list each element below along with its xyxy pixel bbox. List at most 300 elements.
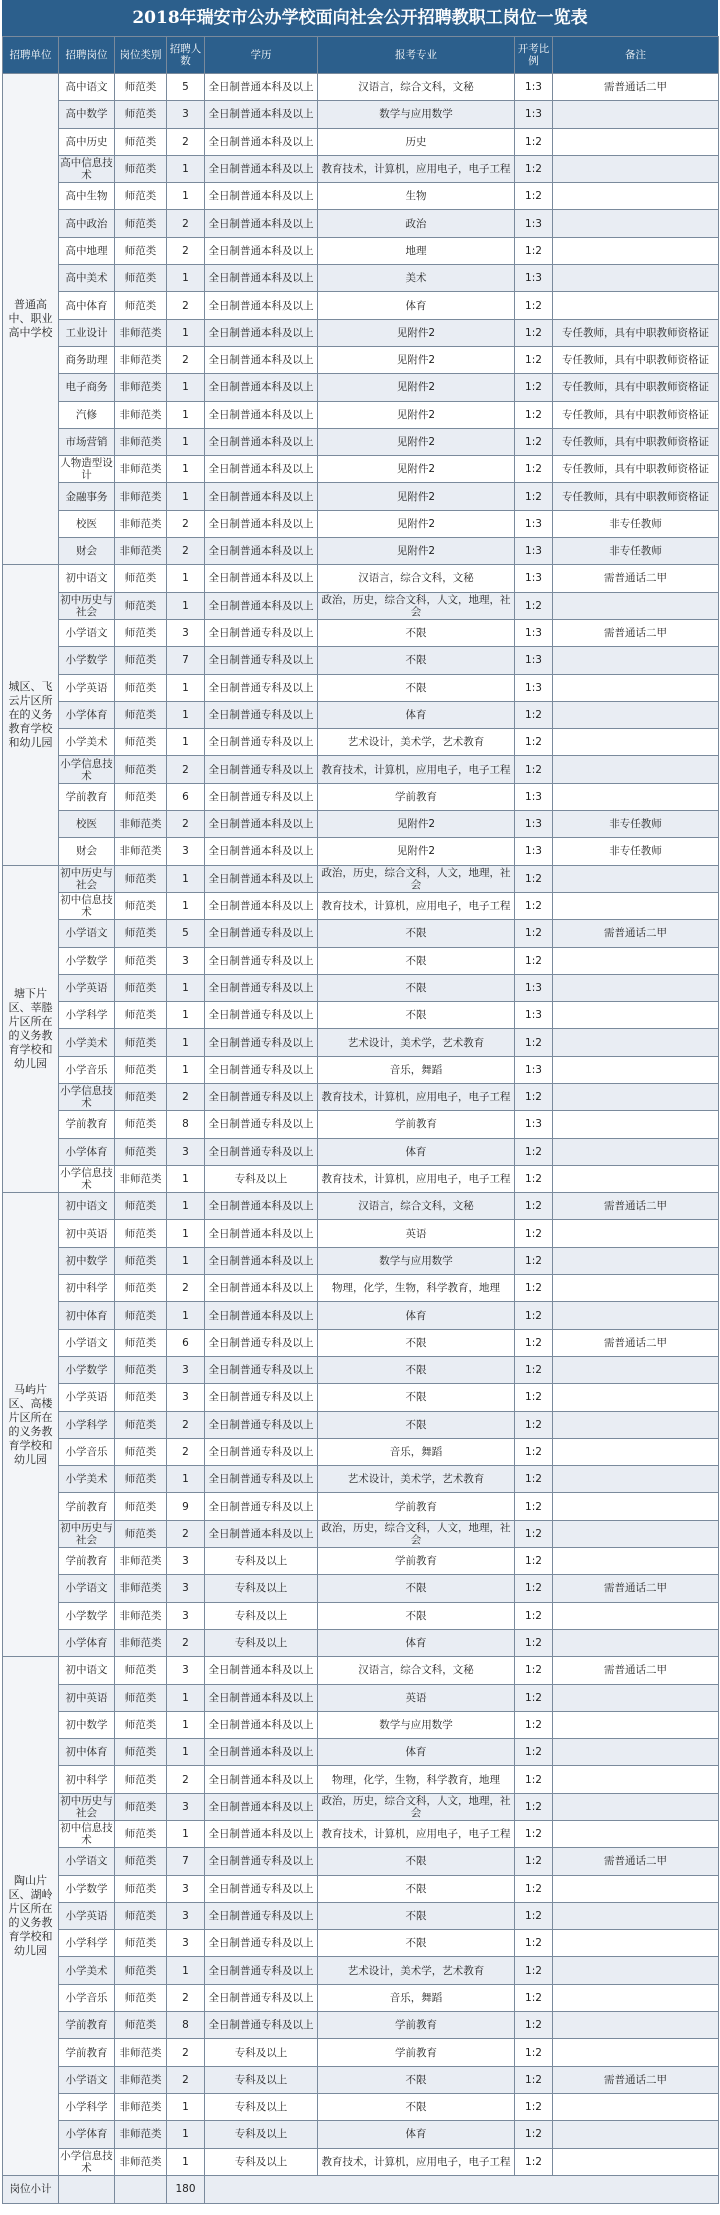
table-row xyxy=(3,1056,719,1083)
table-row xyxy=(3,428,719,455)
table-row xyxy=(3,1984,719,2011)
category-cell: 非师范类 xyxy=(115,428,167,455)
ratio-cell: 1:2 xyxy=(515,1193,553,1220)
total-empty-cell xyxy=(205,2175,719,2203)
major-cell: 体育 xyxy=(318,1739,515,1766)
ratio-cell: 1:2 xyxy=(515,483,553,510)
unit-cell: 普通高中、职业高中学校 xyxy=(3,74,59,565)
major-cell: 见附件2 xyxy=(318,401,515,428)
table-row xyxy=(3,1165,719,1192)
category-cell: 师范类 xyxy=(115,292,167,319)
post-cell: 初中科学 xyxy=(59,1766,115,1793)
category-cell: 非师范类 xyxy=(115,2121,167,2148)
education-cell: 全日制普通本科及以上 xyxy=(205,210,318,237)
post-cell: 初中语文 xyxy=(59,1657,115,1684)
ratio-cell: 1:2 xyxy=(515,1411,553,1438)
category-cell: 非师范类 xyxy=(115,483,167,510)
count-cell: 2 xyxy=(167,128,205,155)
count-cell: 2 xyxy=(167,237,205,264)
category-cell: 师范类 xyxy=(115,1356,167,1383)
count-cell: 5 xyxy=(167,74,205,101)
note-cell xyxy=(553,1821,719,1848)
header-ratio: 开考比例 xyxy=(515,37,553,74)
count-cell: 3 xyxy=(167,1384,205,1411)
category-cell: 师范类 xyxy=(115,1138,167,1165)
ratio-cell: 1:2 xyxy=(515,947,553,974)
education-cell: 专科及以上 xyxy=(205,2093,318,2120)
major-cell: 英语 xyxy=(318,1220,515,1247)
count-cell: 8 xyxy=(167,1111,205,1138)
education-cell: 全日制普通专科及以上 xyxy=(205,1111,318,1138)
post-cell: 小学体育 xyxy=(59,1138,115,1165)
category-cell: 非师范类 xyxy=(115,1575,167,1602)
category-cell: 师范类 xyxy=(115,1029,167,1056)
education-cell: 全日制普通本科及以上 xyxy=(205,128,318,155)
category-cell: 非师范类 xyxy=(115,2066,167,2093)
category-cell: 师范类 xyxy=(115,1520,167,1547)
ratio-cell: 1:3 xyxy=(515,1056,553,1083)
education-cell: 全日制普通专科及以上 xyxy=(205,1056,318,1083)
table-row xyxy=(3,292,719,319)
post-cell: 小学美术 xyxy=(59,1957,115,1984)
category-cell: 师范类 xyxy=(115,974,167,1001)
table-row xyxy=(3,1329,719,1356)
count-cell: 3 xyxy=(167,1793,205,1820)
note-cell xyxy=(553,892,719,919)
note-cell: 需普通话二甲 xyxy=(553,920,719,947)
note-cell: 专任教师，具有中职教师资格证 xyxy=(553,374,719,401)
major-cell: 数学与应用数学 xyxy=(318,101,515,128)
category-cell: 师范类 xyxy=(115,1957,167,1984)
major-cell: 不限 xyxy=(318,674,515,701)
table-row xyxy=(3,2093,719,2120)
category-cell: 师范类 xyxy=(115,1193,167,1220)
table-row xyxy=(3,729,719,756)
table-row xyxy=(3,374,719,401)
count-cell: 1 xyxy=(167,674,205,701)
note-cell xyxy=(553,2093,719,2120)
education-cell: 全日制普通本科及以上 xyxy=(205,1684,318,1711)
ratio-cell: 1:2 xyxy=(515,1657,553,1684)
note-cell xyxy=(553,2121,719,2148)
category-cell: 师范类 xyxy=(115,619,167,646)
category-cell: 师范类 xyxy=(115,237,167,264)
total-empty-cell xyxy=(59,2175,115,2203)
note-cell: 专任教师，具有中职教师资格证 xyxy=(553,428,719,455)
ratio-cell: 1:2 xyxy=(515,2121,553,2148)
table-row xyxy=(3,346,719,373)
major-cell: 不限 xyxy=(318,974,515,1001)
table-row xyxy=(3,1766,719,1793)
major-cell: 艺术设计，美术学，艺术教育 xyxy=(318,729,515,756)
category-cell: 师范类 xyxy=(115,128,167,155)
ratio-cell: 1:2 xyxy=(515,1275,553,1302)
post-cell: 学前教育 xyxy=(59,1111,115,1138)
education-cell: 全日制普通本科及以上 xyxy=(205,1302,318,1329)
post-cell: 初中体育 xyxy=(59,1739,115,1766)
major-cell: 教育技术，计算机，应用电子，电子工程 xyxy=(318,756,515,783)
count-cell: 2 xyxy=(167,1438,205,1465)
table-row xyxy=(3,1002,719,1029)
education-cell: 全日制普通本科及以上 xyxy=(205,74,318,101)
post-cell: 小学语文 xyxy=(59,1329,115,1356)
ratio-cell: 1:2 xyxy=(515,2012,553,2039)
count-cell: 1 xyxy=(167,1821,205,1848)
education-cell: 专科及以上 xyxy=(205,2148,318,2175)
ratio-cell: 1:2 xyxy=(515,1466,553,1493)
education-cell: 全日制普通专科及以上 xyxy=(205,701,318,728)
ratio-cell: 1:2 xyxy=(515,729,553,756)
table-row xyxy=(3,1684,719,1711)
note-cell: 需普通话二甲 xyxy=(553,1848,719,1875)
table-row xyxy=(3,2012,719,2039)
table-row xyxy=(3,947,719,974)
note-cell: 专任教师，具有中职教师资格证 xyxy=(553,483,719,510)
post-cell: 初中历史与社会 xyxy=(60,1521,113,1546)
ratio-cell: 1:2 xyxy=(515,1548,553,1575)
education-cell: 全日制普通本科及以上 xyxy=(205,1520,318,1547)
education-cell: 全日制普通专科及以上 xyxy=(205,1384,318,1411)
header-row xyxy=(3,37,719,74)
category-cell: 师范类 xyxy=(115,1411,167,1438)
count-cell: 3 xyxy=(167,1930,205,1957)
count-cell: 2 xyxy=(167,538,205,565)
post-cell: 小学信息技术 xyxy=(60,2149,113,2174)
education-cell: 全日制普通本科及以上 xyxy=(205,811,318,838)
category-cell: 师范类 xyxy=(115,210,167,237)
education-cell: 全日制普通本科及以上 xyxy=(205,374,318,401)
major-cell: 不限 xyxy=(318,2093,515,2120)
major-cell: 见附件2 xyxy=(318,456,515,483)
table-row xyxy=(3,2066,719,2093)
table-row xyxy=(3,1711,719,1738)
note-cell xyxy=(553,292,719,319)
post-cell: 商务助理 xyxy=(59,346,115,373)
table-row xyxy=(3,128,719,155)
major-cell: 政治，历史，综合文科，人文，地理，社会 xyxy=(318,865,515,892)
education-cell: 全日制普通本科及以上 xyxy=(205,428,318,455)
education-cell: 全日制普通专科及以上 xyxy=(205,1329,318,1356)
note-cell xyxy=(553,128,719,155)
note-cell xyxy=(553,1739,719,1766)
ratio-cell: 1:2 xyxy=(515,2066,553,2093)
category-cell: 师范类 xyxy=(115,701,167,728)
education-cell: 全日制普通本科及以上 xyxy=(205,1247,318,1274)
total-row xyxy=(3,2175,719,2203)
category-cell: 师范类 xyxy=(115,892,167,919)
category-cell: 师范类 xyxy=(115,565,167,592)
post-cell: 初中信息技术 xyxy=(60,1822,113,1847)
post-cell: 小学科学 xyxy=(59,2093,115,2120)
note-cell xyxy=(553,647,719,674)
category-cell: 师范类 xyxy=(115,1002,167,1029)
major-cell: 体育 xyxy=(318,1302,515,1329)
note-cell xyxy=(553,183,719,210)
education-cell: 专科及以上 xyxy=(205,1575,318,1602)
category-cell: 师范类 xyxy=(115,729,167,756)
category-cell: 非师范类 xyxy=(115,1165,167,1192)
table-row xyxy=(3,1220,719,1247)
post-cell: 初中数学 xyxy=(59,1247,115,1274)
ratio-cell: 1:2 xyxy=(515,1384,553,1411)
ratio-cell: 1:3 xyxy=(515,647,553,674)
count-cell: 1 xyxy=(167,865,205,892)
education-cell: 全日制普通专科及以上 xyxy=(205,1493,318,1520)
note-cell: 需普通话二甲 xyxy=(553,1193,719,1220)
major-cell: 汉语言，综合文科，文秘 xyxy=(318,74,515,101)
table-row xyxy=(3,619,719,646)
post-cell: 小学数学 xyxy=(59,947,115,974)
category-cell: 师范类 xyxy=(115,1684,167,1711)
major-cell: 汉语言，综合文科，文秘 xyxy=(318,1193,515,1220)
ratio-cell: 1:2 xyxy=(515,892,553,919)
major-cell: 音乐，舞蹈 xyxy=(318,1438,515,1465)
ratio-cell: 1:2 xyxy=(515,2148,553,2175)
education-cell: 全日制普通本科及以上 xyxy=(205,838,318,865)
table-row xyxy=(3,811,719,838)
major-cell: 体育 xyxy=(318,292,515,319)
count-cell: 7 xyxy=(167,647,205,674)
post-cell: 金融事务 xyxy=(59,483,115,510)
table-row xyxy=(3,1438,719,1465)
post-cell: 高中政治 xyxy=(59,210,115,237)
major-cell: 不限 xyxy=(318,1002,515,1029)
education-cell: 全日制普通专科及以上 xyxy=(205,1848,318,1875)
count-cell: 2 xyxy=(167,346,205,373)
unit-cell: 城区、飞云片区所在的义务教育学校和幼儿园 xyxy=(3,565,59,865)
category-cell: 非师范类 xyxy=(115,538,167,565)
note-cell: 非专任教师 xyxy=(553,538,719,565)
ratio-cell: 1:3 xyxy=(515,674,553,701)
post-cell: 高中地理 xyxy=(59,237,115,264)
category-cell: 师范类 xyxy=(115,1083,167,1110)
major-cell: 艺术设计，美术学，艺术教育 xyxy=(318,1029,515,1056)
table-row xyxy=(3,1247,719,1274)
note-cell xyxy=(553,1275,719,1302)
count-cell: 3 xyxy=(167,1138,205,1165)
education-cell: 全日制普通专科及以上 xyxy=(205,1138,318,1165)
count-cell: 1 xyxy=(167,1056,205,1083)
category-cell: 非师范类 xyxy=(115,1548,167,1575)
education-cell: 全日制普通专科及以上 xyxy=(205,783,318,810)
major-cell: 见附件2 xyxy=(318,483,515,510)
education-cell: 全日制普通专科及以上 xyxy=(205,947,318,974)
note-cell xyxy=(553,210,719,237)
post-cell: 小学语文 xyxy=(59,920,115,947)
category-cell: 非师范类 xyxy=(115,2148,167,2175)
ratio-cell: 1:2 xyxy=(515,1766,553,1793)
education-cell: 全日制普通专科及以上 xyxy=(205,920,318,947)
table-row xyxy=(3,1930,719,1957)
ratio-cell: 1:3 xyxy=(515,619,553,646)
major-cell: 见附件2 xyxy=(318,838,515,865)
ratio-cell: 1:2 xyxy=(515,346,553,373)
header-note: 备注 xyxy=(553,37,719,74)
post-cell: 高中语文 xyxy=(59,74,115,101)
count-cell: 1 xyxy=(167,2148,205,2175)
category-cell: 师范类 xyxy=(115,155,167,182)
count-cell: 1 xyxy=(167,1684,205,1711)
post-cell: 高中历史 xyxy=(59,128,115,155)
category-cell: 师范类 xyxy=(115,1766,167,1793)
table-row xyxy=(3,1629,719,1656)
education-cell: 全日制普通本科及以上 xyxy=(205,1711,318,1738)
note-cell: 需普通话二甲 xyxy=(553,1575,719,1602)
count-cell: 1 xyxy=(167,1711,205,1738)
count-cell: 5 xyxy=(167,920,205,947)
table-row xyxy=(3,2039,719,2066)
note-cell xyxy=(553,101,719,128)
ratio-cell: 1:3 xyxy=(515,74,553,101)
ratio-cell: 1:2 xyxy=(515,1138,553,1165)
ratio-cell: 1:3 xyxy=(515,538,553,565)
unit-cell: 塘下片区、莘塍片区所在的义务教育学校和幼儿园 xyxy=(3,865,59,1193)
note-cell xyxy=(553,1356,719,1383)
table-row xyxy=(3,1575,719,1602)
post-cell: 高中数学 xyxy=(59,101,115,128)
ratio-cell: 1:2 xyxy=(515,128,553,155)
category-cell: 非师范类 xyxy=(115,2039,167,2066)
category-cell: 非师范类 xyxy=(115,319,167,346)
education-cell: 全日制普通专科及以上 xyxy=(205,1002,318,1029)
count-cell: 7 xyxy=(167,1848,205,1875)
count-cell: 1 xyxy=(167,1247,205,1274)
category-cell: 非师范类 xyxy=(115,510,167,537)
post-cell: 高中生物 xyxy=(59,183,115,210)
ratio-cell: 1:2 xyxy=(515,1083,553,1110)
major-cell: 艺术设计，美术学，艺术教育 xyxy=(318,1466,515,1493)
category-cell: 师范类 xyxy=(115,265,167,292)
count-cell: 6 xyxy=(167,783,205,810)
note-cell xyxy=(553,1111,719,1138)
count-cell: 1 xyxy=(167,1220,205,1247)
ratio-cell: 1:3 xyxy=(515,265,553,292)
table-row xyxy=(3,838,719,865)
count-cell: 1 xyxy=(167,1002,205,1029)
major-cell: 音乐，舞蹈 xyxy=(318,1056,515,1083)
education-cell: 全日制普通本科及以上 xyxy=(205,538,318,565)
major-cell: 政治，历史，综合文科，人文，地理，社会 xyxy=(318,592,515,619)
count-cell: 2 xyxy=(167,1083,205,1110)
ratio-cell: 1:2 xyxy=(515,1438,553,1465)
note-cell xyxy=(553,783,719,810)
table-row xyxy=(3,319,719,346)
category-cell: 师范类 xyxy=(115,1875,167,1902)
category-cell: 师范类 xyxy=(115,947,167,974)
unit-cell: 马屿片区、高楼片区所在的义务教育学校和幼儿园 xyxy=(3,1193,59,1657)
table-row xyxy=(3,183,719,210)
post-cell: 校医 xyxy=(59,510,115,537)
education-cell: 全日制普通本科及以上 xyxy=(205,483,318,510)
post-cell: 初中历史与社会 xyxy=(60,1794,113,1819)
category-cell: 非师范类 xyxy=(115,401,167,428)
ratio-cell: 1:2 xyxy=(515,1930,553,1957)
post-cell: 汽修 xyxy=(59,401,115,428)
count-cell: 2 xyxy=(167,1629,205,1656)
count-cell: 1 xyxy=(167,155,205,182)
table-row xyxy=(3,265,719,292)
table-body xyxy=(3,74,719,2204)
note-cell xyxy=(553,2039,719,2066)
post-cell: 初中英语 xyxy=(59,1220,115,1247)
post-cell: 高中体育 xyxy=(59,292,115,319)
table-row xyxy=(3,210,719,237)
ratio-cell: 1:2 xyxy=(515,1629,553,1656)
major-cell: 教育技术，计算机，应用电子，电子工程 xyxy=(318,1821,515,1848)
category-cell: 师范类 xyxy=(115,2012,167,2039)
category-cell: 师范类 xyxy=(115,1902,167,1929)
post-cell: 初中英语 xyxy=(59,1684,115,1711)
ratio-cell: 1:2 xyxy=(515,1602,553,1629)
note-cell xyxy=(553,1220,719,1247)
ratio-cell: 1:3 xyxy=(515,510,553,537)
count-cell: 1 xyxy=(167,2093,205,2120)
count-cell: 2 xyxy=(167,292,205,319)
ratio-cell: 1:2 xyxy=(515,1029,553,1056)
note-cell xyxy=(553,756,719,783)
post-cell: 财会 xyxy=(59,838,115,865)
education-cell: 专科及以上 xyxy=(205,2121,318,2148)
ratio-cell: 1:2 xyxy=(515,1821,553,1848)
ratio-cell: 1:2 xyxy=(515,865,553,892)
major-cell: 教育技术，计算机，应用电子，电子工程 xyxy=(318,1083,515,1110)
post-cell: 小学英语 xyxy=(59,974,115,1001)
education-cell: 专科及以上 xyxy=(205,2066,318,2093)
education-cell: 全日制普通本科及以上 xyxy=(205,237,318,264)
education-cell: 全日制普通本科及以上 xyxy=(205,1657,318,1684)
major-cell: 见附件2 xyxy=(318,319,515,346)
table-row xyxy=(3,1029,719,1056)
category-cell: 师范类 xyxy=(115,1930,167,1957)
ratio-cell: 1:3 xyxy=(515,811,553,838)
table-row xyxy=(3,1356,719,1383)
note-cell: 需普通话二甲 xyxy=(553,1329,719,1356)
note-cell: 专任教师，具有中职教师资格证 xyxy=(553,346,719,373)
ratio-cell: 1:2 xyxy=(515,1356,553,1383)
education-cell: 全日制普通专科及以上 xyxy=(205,619,318,646)
ratio-cell: 1:3 xyxy=(515,210,553,237)
post-cell: 初中数学 xyxy=(59,1711,115,1738)
count-cell: 1 xyxy=(167,374,205,401)
education-cell: 全日制普通专科及以上 xyxy=(205,1411,318,1438)
total-count: 180 xyxy=(167,2175,205,2203)
major-cell: 学前教育 xyxy=(318,1111,515,1138)
post-cell: 小学语文 xyxy=(59,619,115,646)
post-cell: 小学数学 xyxy=(59,647,115,674)
table-row xyxy=(3,1111,719,1138)
count-cell: 2 xyxy=(167,2039,205,2066)
count-cell: 3 xyxy=(167,1875,205,1902)
ratio-cell: 1:2 xyxy=(515,1575,553,1602)
major-cell: 不限 xyxy=(318,1411,515,1438)
note-cell xyxy=(553,237,719,264)
major-cell: 生物 xyxy=(318,183,515,210)
post-cell: 财会 xyxy=(59,538,115,565)
count-cell: 9 xyxy=(167,1493,205,1520)
major-cell: 学前教育 xyxy=(318,1493,515,1520)
table-row xyxy=(3,155,719,182)
count-cell: 1 xyxy=(167,1193,205,1220)
post-cell: 人物造型设计 xyxy=(60,457,113,482)
major-cell: 不限 xyxy=(318,1384,515,1411)
post-cell: 小学语文 xyxy=(59,1575,115,1602)
major-cell: 教育技术，计算机，应用电子，电子工程 xyxy=(318,2148,515,2175)
education-cell: 专科及以上 xyxy=(205,2039,318,2066)
post-cell: 小学英语 xyxy=(59,674,115,701)
education-cell: 全日制普通本科及以上 xyxy=(205,892,318,919)
note-cell xyxy=(553,1902,719,1929)
education-cell: 全日制普通专科及以上 xyxy=(205,1957,318,1984)
